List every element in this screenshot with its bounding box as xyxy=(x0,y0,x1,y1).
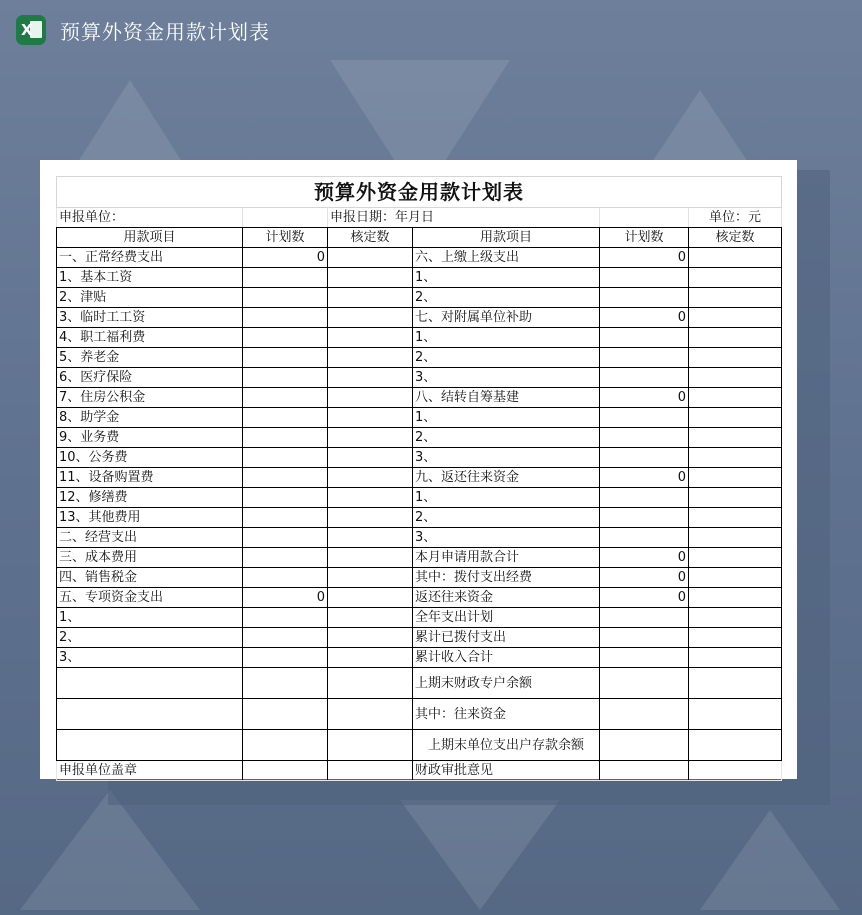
header-row xyxy=(57,228,782,248)
table-cell[interactable]: 七、对附属单位补助 xyxy=(413,308,600,328)
table-cell[interactable] xyxy=(328,648,413,668)
table-cell[interactable] xyxy=(600,488,689,508)
table-cell[interactable] xyxy=(600,608,689,628)
info-cell xyxy=(243,208,328,228)
table-cell[interactable]: 9、业务费 xyxy=(57,428,243,448)
finance-approval-label[interactable]: 财政审批意见 xyxy=(413,761,600,781)
table-cell[interactable] xyxy=(243,268,328,288)
table-cell[interactable] xyxy=(600,328,689,348)
table-cell[interactable] xyxy=(328,548,413,568)
table-row xyxy=(57,348,782,368)
table-cell[interactable] xyxy=(243,548,328,568)
table-cell[interactable]: 5、养老金 xyxy=(57,348,243,368)
table-cell[interactable]: 2、 xyxy=(57,628,243,648)
table-cell[interactable]: 六、上缴上级支出 xyxy=(413,248,600,268)
table-cell[interactable] xyxy=(689,448,782,468)
table-cell[interactable] xyxy=(243,328,328,348)
table-cell[interactable]: 0 xyxy=(243,248,328,268)
table-cell[interactable] xyxy=(689,588,782,608)
table-cell[interactable] xyxy=(328,699,413,730)
table-cell[interactable] xyxy=(243,468,328,488)
table-cell[interactable] xyxy=(328,488,413,508)
table-cell[interactable] xyxy=(243,388,328,408)
table-row xyxy=(57,608,782,628)
table-cell[interactable] xyxy=(689,548,782,568)
app-header xyxy=(16,12,270,48)
table-cell[interactable] xyxy=(689,488,782,508)
table-cell[interactable] xyxy=(689,568,782,588)
footer-row xyxy=(57,761,782,781)
table-cell[interactable]: 10、公务费 xyxy=(57,448,243,468)
table-cell[interactable] xyxy=(600,348,689,368)
table-cell[interactable] xyxy=(328,348,413,368)
table-cell[interactable]: 1、 xyxy=(413,488,600,508)
table-cell[interactable] xyxy=(328,508,413,528)
table-cell[interactable]: 1、 xyxy=(413,328,600,348)
table-cell[interactable] xyxy=(328,388,413,408)
table-row xyxy=(57,368,782,388)
table-cell[interactable] xyxy=(243,730,328,761)
table-cell[interactable]: 2、 xyxy=(413,348,600,368)
table-cell[interactable] xyxy=(328,568,413,588)
table-cell[interactable]: 6、医疗保险 xyxy=(57,368,243,388)
table-cell[interactable]: 0 xyxy=(600,248,689,268)
table-cell[interactable] xyxy=(689,668,782,699)
table-cell[interactable]: 三、成本费用 xyxy=(57,548,243,568)
table-cell[interactable]: 0 xyxy=(600,388,689,408)
table-cell[interactable] xyxy=(600,368,689,388)
table-cell[interactable] xyxy=(328,268,413,288)
table-cell[interactable] xyxy=(243,428,328,448)
table-cell[interactable] xyxy=(243,368,328,388)
table-cell[interactable]: 2、 xyxy=(413,508,600,528)
table-cell[interactable] xyxy=(328,628,413,648)
table-row xyxy=(57,448,782,468)
table-cell[interactable]: 本月申请用款合计 xyxy=(413,548,600,568)
table-cell[interactable] xyxy=(243,761,328,781)
table-cell[interactable] xyxy=(328,408,413,428)
table-cell[interactable]: 3、 xyxy=(413,368,600,388)
currency-unit-label: 单位：元 xyxy=(689,208,782,228)
col-header: 核定数 xyxy=(328,228,413,248)
table-cell[interactable] xyxy=(243,699,328,730)
table-cell[interactable]: 0 xyxy=(243,588,328,608)
table-cell[interactable]: 累计收入合计 xyxy=(413,648,600,668)
table-cell[interactable]: 0 xyxy=(600,568,689,588)
table-cell[interactable] xyxy=(600,408,689,428)
table-cell[interactable] xyxy=(689,730,782,761)
col-header: 用款项目 xyxy=(57,228,243,248)
table-cell[interactable]: 累计已拨付支出 xyxy=(413,628,600,648)
col-header: 计划数 xyxy=(243,228,328,248)
table-cell[interactable]: 九、返还往来资金 xyxy=(413,468,600,488)
table-cell[interactable] xyxy=(328,368,413,388)
table-row xyxy=(57,730,782,761)
table-cell[interactable]: 五、专项资金支出 xyxy=(57,588,243,608)
table-cell[interactable]: 八、结转自筹基建 xyxy=(413,388,600,408)
table-cell[interactable]: 11、设备购置费 xyxy=(57,468,243,488)
spreadsheet-page xyxy=(40,160,797,779)
table-cell[interactable]: 1、 xyxy=(413,268,600,288)
table-cell[interactable] xyxy=(243,508,328,528)
table-row xyxy=(57,628,782,648)
table-cell[interactable] xyxy=(600,699,689,730)
table-cell[interactable]: 返还往来资金 xyxy=(413,588,600,608)
table-cell[interactable] xyxy=(328,468,413,488)
table-cell[interactable] xyxy=(689,428,782,448)
table-cell[interactable]: 3、 xyxy=(413,528,600,548)
table-cell[interactable] xyxy=(689,468,782,488)
table-cell[interactable]: 8、助学金 xyxy=(57,408,243,428)
table-cell[interactable]: 2、津贴 xyxy=(57,288,243,308)
table-cell[interactable]: 上期末财政专户余额 xyxy=(413,668,600,699)
table-cell[interactable] xyxy=(689,248,782,268)
table-cell[interactable]: 4、职工福利费 xyxy=(57,328,243,348)
table-cell[interactable] xyxy=(689,268,782,288)
table-cell[interactable] xyxy=(689,608,782,628)
table-cell[interactable]: 0 xyxy=(600,548,689,568)
table-row xyxy=(57,388,782,408)
table-cell[interactable] xyxy=(689,648,782,668)
table-row xyxy=(57,428,782,448)
table-cell[interactable] xyxy=(689,348,782,368)
table-row xyxy=(57,508,782,528)
table-cell[interactable]: 1、基本工资 xyxy=(57,268,243,288)
table-cell[interactable]: 0 xyxy=(600,588,689,608)
table-row xyxy=(57,648,782,668)
table-row xyxy=(57,328,782,348)
table-cell[interactable]: 12、修缮费 xyxy=(57,488,243,508)
table-row xyxy=(57,668,782,699)
table-cell[interactable]: 1、 xyxy=(57,608,243,628)
table-row xyxy=(57,568,782,588)
table-row xyxy=(57,699,782,730)
table-cell[interactable] xyxy=(600,648,689,668)
table-row xyxy=(57,408,782,428)
table-cell[interactable] xyxy=(689,699,782,730)
table-cell[interactable]: 3、临时工工资 xyxy=(57,308,243,328)
table-cell[interactable] xyxy=(689,368,782,388)
table-cell[interactable]: 全年支出计划 xyxy=(413,608,600,628)
table-row xyxy=(57,268,782,288)
table-row xyxy=(57,308,782,328)
table-cell[interactable] xyxy=(600,528,689,548)
table-row xyxy=(57,548,782,568)
table-cell[interactable]: 3、 xyxy=(413,448,600,468)
table-cell[interactable] xyxy=(600,268,689,288)
col-header: 用款项目 xyxy=(413,228,600,248)
table-cell[interactable] xyxy=(600,508,689,528)
table-cell[interactable] xyxy=(243,568,328,588)
table-cell[interactable] xyxy=(328,730,413,761)
info-cell xyxy=(600,208,689,228)
table-cell[interactable] xyxy=(328,608,413,628)
table-cell[interactable] xyxy=(243,608,328,628)
table-cell[interactable] xyxy=(243,448,328,468)
table-cell[interactable] xyxy=(689,308,782,328)
app-title: 预算外资金用款计划表 xyxy=(60,19,270,44)
table-cell[interactable] xyxy=(600,448,689,468)
table-cell[interactable] xyxy=(328,288,413,308)
applicant-seal-label[interactable]: 申报单位盖章 xyxy=(57,761,243,781)
table-cell[interactable] xyxy=(689,288,782,308)
sheet-title: 预算外资金用款计划表 xyxy=(57,177,782,208)
table-cell[interactable] xyxy=(600,761,689,781)
table-row xyxy=(57,468,782,488)
table-cell[interactable] xyxy=(600,288,689,308)
table-cell[interactable] xyxy=(243,628,328,648)
table-cell[interactable] xyxy=(328,588,413,608)
table-cell[interactable]: 2、 xyxy=(413,428,600,448)
table-cell[interactable]: 1、 xyxy=(413,408,600,428)
table-cell[interactable]: 二、经营支出 xyxy=(57,528,243,548)
table-cell[interactable] xyxy=(243,488,328,508)
table-cell[interactable] xyxy=(600,668,689,699)
table-row xyxy=(57,488,782,508)
table-cell[interactable] xyxy=(689,388,782,408)
table-row xyxy=(57,288,782,308)
table-cell[interactable] xyxy=(328,528,413,548)
table-cell[interactable] xyxy=(328,668,413,699)
table-cell[interactable] xyxy=(243,648,328,668)
table-cell[interactable] xyxy=(57,699,243,730)
table-cell[interactable]: 0 xyxy=(600,308,689,328)
table-cell[interactable] xyxy=(243,348,328,368)
table-cell[interactable] xyxy=(243,308,328,328)
table-cell[interactable] xyxy=(689,761,782,781)
table-cell[interactable] xyxy=(328,428,413,448)
table-cell[interactable] xyxy=(57,730,243,761)
table-cell[interactable]: 2、 xyxy=(413,288,600,308)
apply-date-label: 申报日期：年月日 xyxy=(328,208,600,228)
table-row xyxy=(57,588,782,608)
table-cell[interactable] xyxy=(328,308,413,328)
table-cell[interactable] xyxy=(689,528,782,548)
table-cell[interactable]: 四、销售税金 xyxy=(57,568,243,588)
col-header: 计划数 xyxy=(600,228,689,248)
table-cell[interactable]: 其中：拨付支出经费 xyxy=(413,568,600,588)
plan-table xyxy=(56,176,782,781)
table-cell[interactable] xyxy=(689,628,782,648)
table-cell[interactable] xyxy=(600,428,689,448)
col-header: 核定数 xyxy=(689,228,782,248)
table-cell[interactable] xyxy=(600,628,689,648)
table-cell[interactable] xyxy=(328,248,413,268)
table-cell[interactable] xyxy=(243,668,328,699)
table-cell[interactable] xyxy=(243,528,328,548)
table-cell[interactable] xyxy=(689,508,782,528)
table-cell[interactable] xyxy=(243,288,328,308)
applicant-unit-label: 申报单位： xyxy=(57,208,243,228)
table-cell[interactable] xyxy=(689,408,782,428)
table-cell[interactable] xyxy=(57,668,243,699)
table-cell[interactable] xyxy=(328,761,413,781)
table-cell[interactable]: 其中：往来资金 xyxy=(413,699,600,730)
table-cell[interactable] xyxy=(689,328,782,348)
table-cell[interactable] xyxy=(328,328,413,348)
table-cell[interactable]: 上期末单位支出户存款余额 xyxy=(413,730,600,761)
table-row xyxy=(57,528,782,548)
table-cell[interactable]: 0 xyxy=(600,468,689,488)
table-cell[interactable] xyxy=(328,448,413,468)
table-row xyxy=(57,248,782,268)
table-cell[interactable]: 3、 xyxy=(57,648,243,668)
table-cell[interactable] xyxy=(243,408,328,428)
table-cell[interactable]: 一、正常经费支出 xyxy=(57,248,243,268)
table-cell[interactable] xyxy=(600,730,689,761)
table-cell[interactable]: 7、住房公积金 xyxy=(57,388,243,408)
table-cell[interactable]: 13、其他费用 xyxy=(57,508,243,528)
excel-icon: X xyxy=(16,15,46,45)
